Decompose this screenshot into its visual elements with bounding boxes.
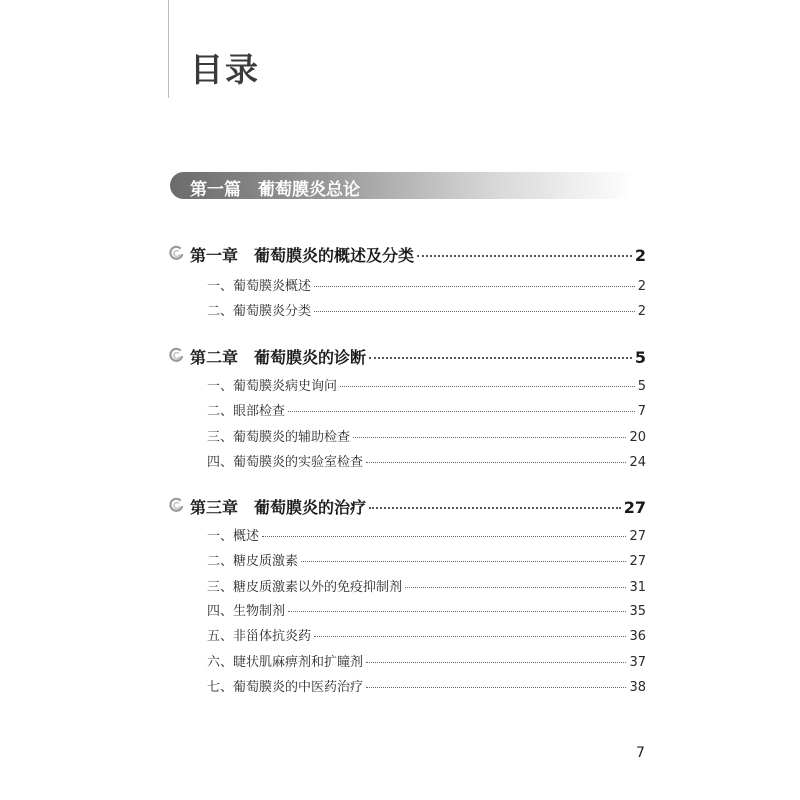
section-title: 一、概述 [207,529,260,544]
section-entry[interactable] [207,625,646,644]
section-title: 七、葡萄膜炎的中医药治疗 [207,680,364,695]
section-entry[interactable] [207,550,646,569]
chapter-page: 27 [623,498,646,517]
page-number: 7 [636,745,645,761]
chapter-title: 第一章 葡萄膜炎的概述及分类 [190,246,415,265]
section-title: 二、糖皮质激素 [207,554,299,569]
section-entry[interactable] [207,275,646,294]
section-page: 27 [629,554,646,569]
section-entry[interactable] [207,676,646,695]
dot-leader [366,662,626,663]
section-page: 31 [629,580,646,595]
chapter-entry[interactable] [190,345,646,368]
section-title: 四、葡萄膜炎的实验室检查 [207,455,364,470]
section-title: 六、睫状肌麻痹剂和扩瞳剂 [207,655,364,670]
dot-leader [288,411,635,412]
section-page: 27 [629,529,646,544]
section-entry[interactable] [207,525,646,544]
chapter-title: 第二章 葡萄膜炎的诊断 [190,348,367,367]
section-title: 五、非甾体抗炎药 [207,629,312,644]
chapter-entry[interactable] [190,243,646,266]
dot-leader [314,636,626,637]
swirl-icon [168,497,184,513]
section-title: 一、葡萄膜炎病史询问 [207,379,338,394]
chapter-title: 第三章 葡萄膜炎的治疗 [190,498,367,517]
section-page: 36 [629,629,646,644]
section-entry[interactable] [207,451,646,470]
dot-leader [366,462,626,463]
section-entry[interactable] [207,375,646,394]
section-title: 二、葡萄膜炎分类 [207,304,312,319]
section-page: 2 [637,304,646,319]
chapter-page: 5 [634,348,646,367]
dot-leader [405,587,626,588]
part-label: 第一篇 葡萄膜炎总论 [190,180,360,200]
section-entry[interactable] [207,600,646,619]
section-title: 一、葡萄膜炎概述 [207,279,312,294]
dot-leader [340,386,635,387]
dot-leader [288,611,626,612]
chapter-page: 2 [634,246,646,265]
section-page: 38 [629,680,646,695]
margin-rule [168,0,169,98]
section-page: 35 [629,604,646,619]
section-entry[interactable] [207,300,646,319]
dot-leader [314,286,635,287]
section-page: 20 [629,430,646,445]
section-entry[interactable] [207,576,646,595]
section-title: 三、糖皮质激素以外的免疫抑制剂 [207,580,403,595]
swirl-icon [168,347,184,363]
section-page: 5 [637,379,646,394]
dot-leader [301,561,626,562]
section-entry[interactable] [207,651,646,670]
section-entry[interactable] [207,400,646,419]
dot-leader [366,687,626,688]
chapter-entry[interactable] [190,495,646,518]
section-entry[interactable] [207,426,646,445]
dot-leader [369,357,632,359]
dot-leader [353,437,626,438]
part-banner [170,172,635,199]
dot-leader [314,311,635,312]
section-page: 24 [629,455,646,470]
section-title: 三、葡萄膜炎的辅助检查 [207,430,351,445]
section-page: 37 [629,655,646,670]
section-title: 四、生物制剂 [207,604,286,619]
swirl-icon [168,245,184,261]
dot-leader [262,536,626,537]
dot-leader [369,507,621,509]
section-title: 二、眼部检查 [207,404,286,419]
section-page: 2 [637,279,646,294]
dot-leader [417,255,632,257]
page-title: 目录 [190,50,260,89]
section-page: 7 [637,404,646,419]
